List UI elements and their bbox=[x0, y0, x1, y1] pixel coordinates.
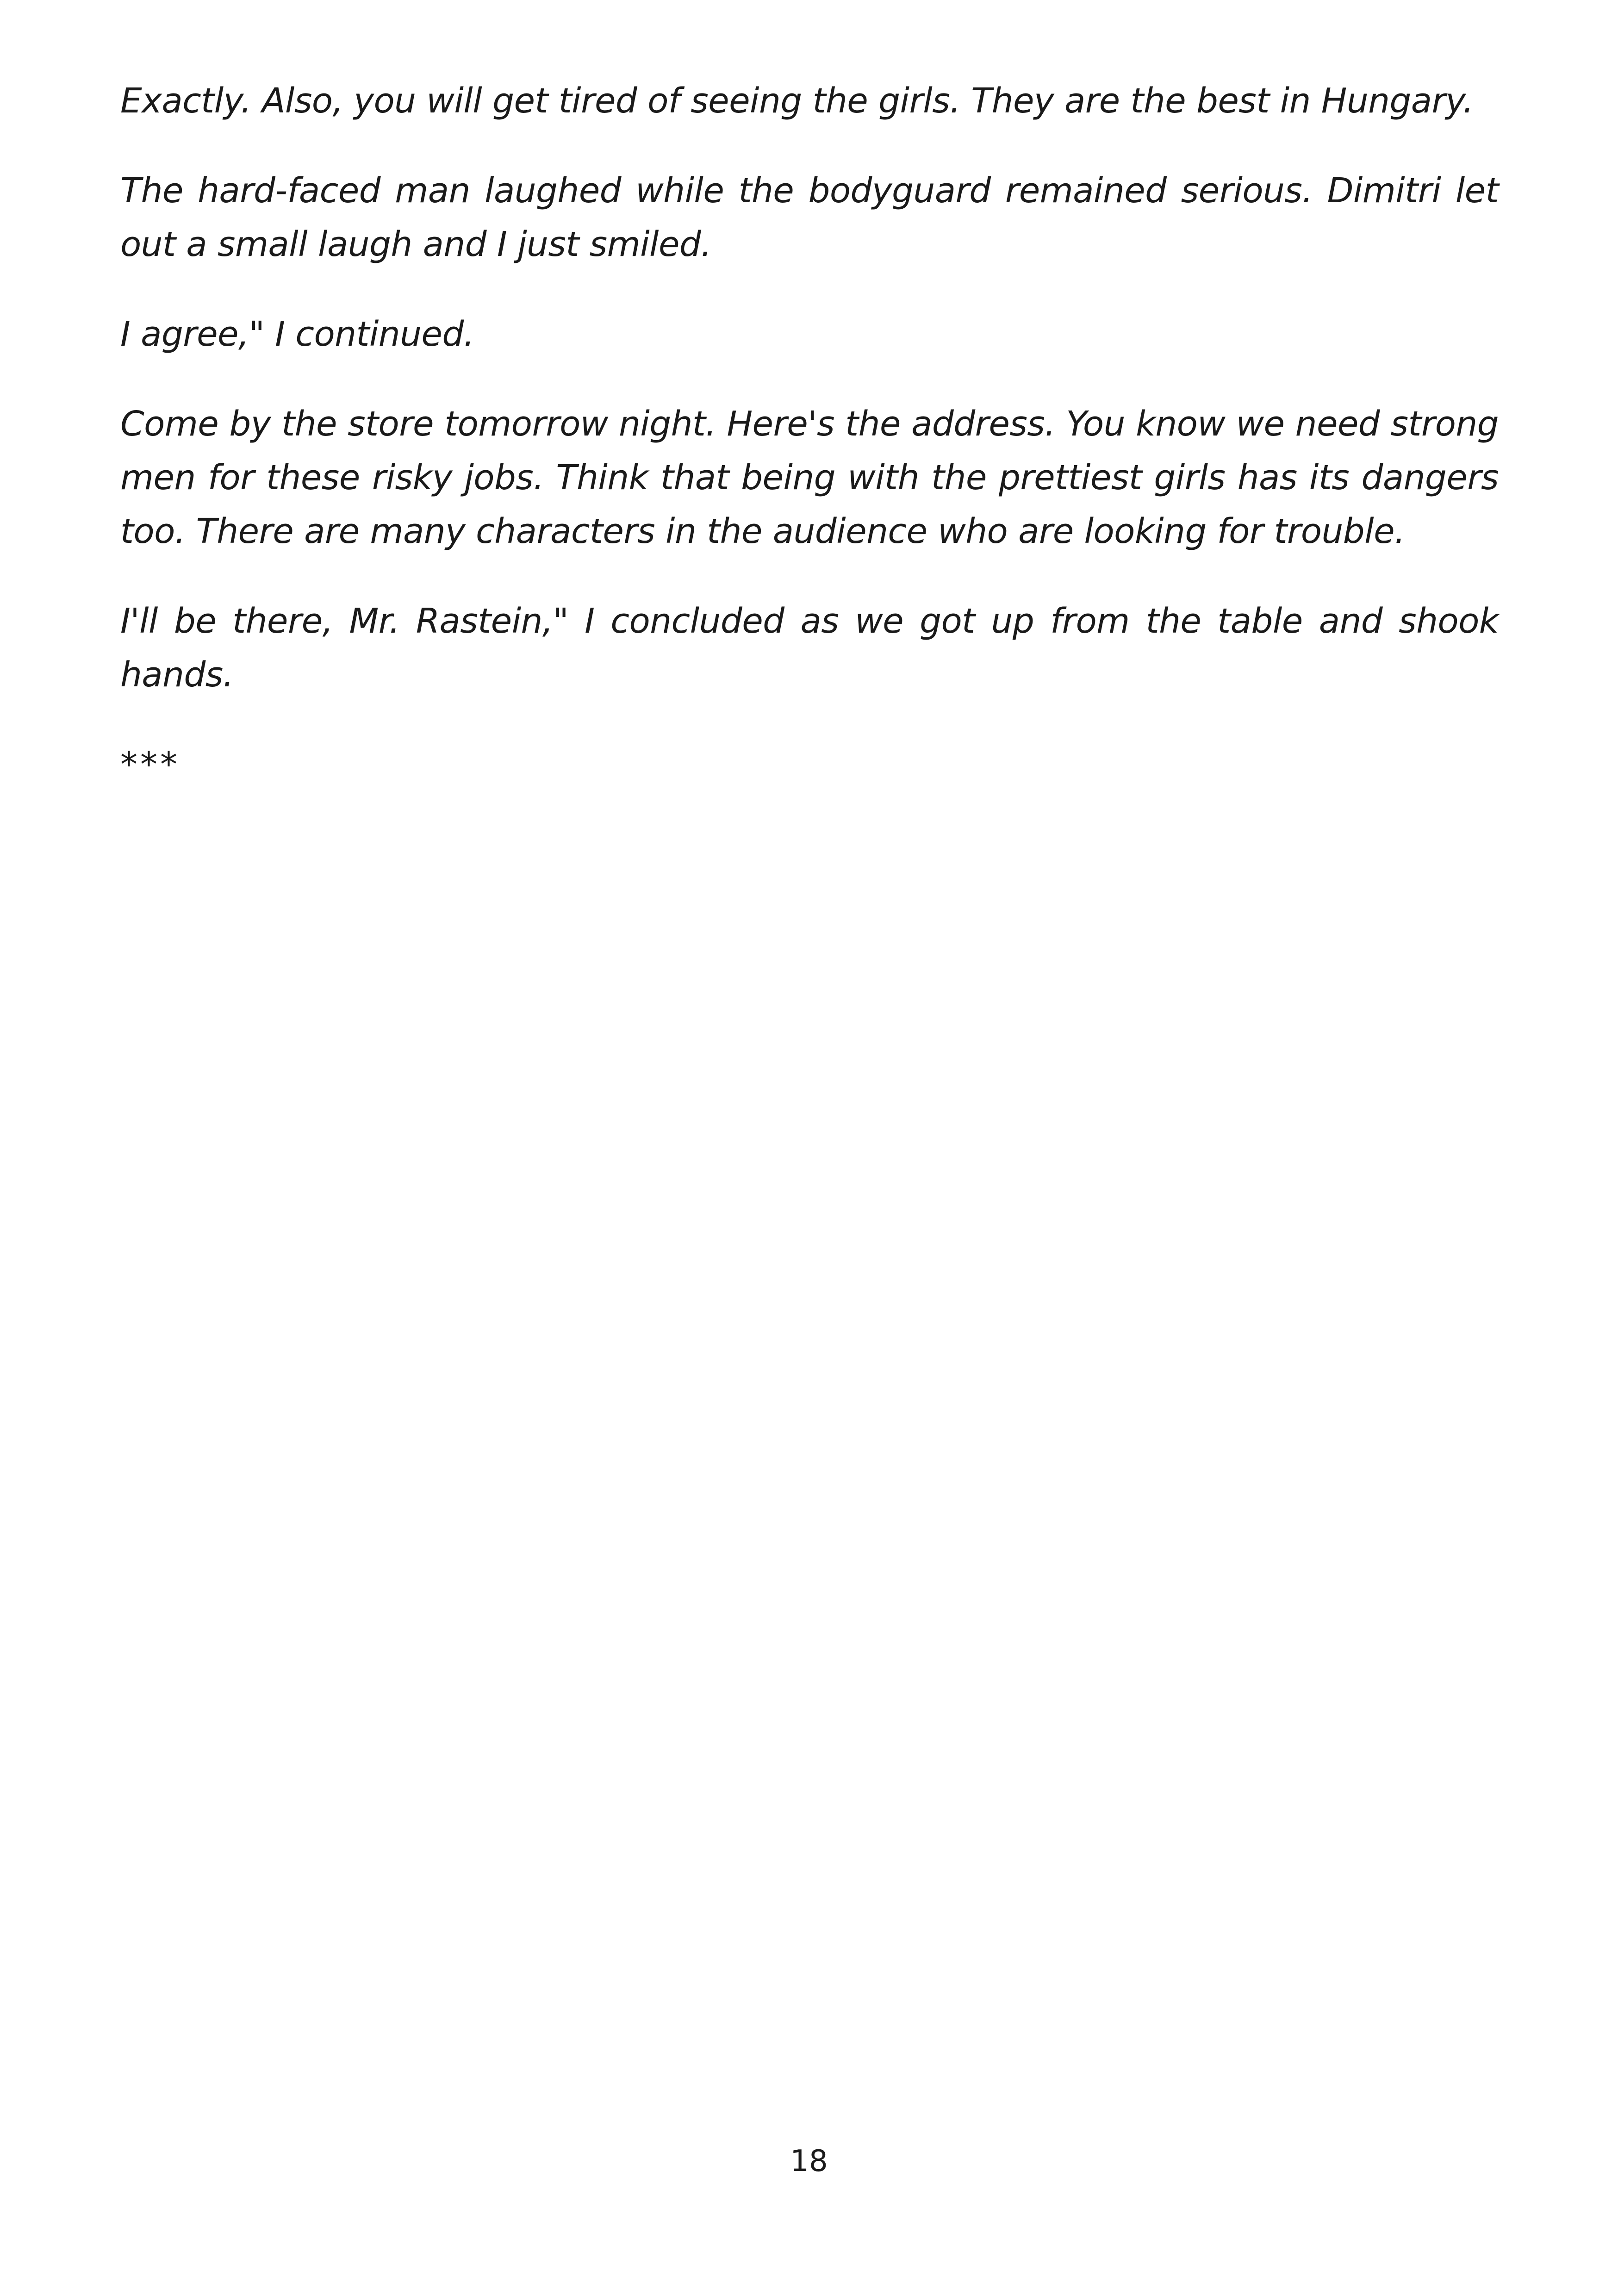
paragraph-2: The hard-faced man laughed while the bodyguard remained serious. Dimitri let out a small laugh and I just smiled. bbox=[120, 171, 1499, 264]
body-text bbox=[120, 74, 1499, 791]
paragraph-4: Come by the store tomorrow night. Here's the address. You know we need strong men for these risky jobs. Think that being with the prettiest girls has its dangers too. There are many characters in the audience who are looking for trouble. bbox=[120, 404, 1499, 551]
paragraph-1: Exactly. Also, you will get tired of seeing the girls. They are the best in Hungary. bbox=[120, 81, 1474, 121]
paragraph-5: I'll be there, Mr. Rastein," I concluded as we got up from the table and shook hands. bbox=[120, 601, 1499, 695]
paragraph-3: I agree," I continued. bbox=[120, 314, 474, 354]
page-number: 18 bbox=[790, 2144, 828, 2178]
scene-separator: *** bbox=[120, 745, 180, 784]
